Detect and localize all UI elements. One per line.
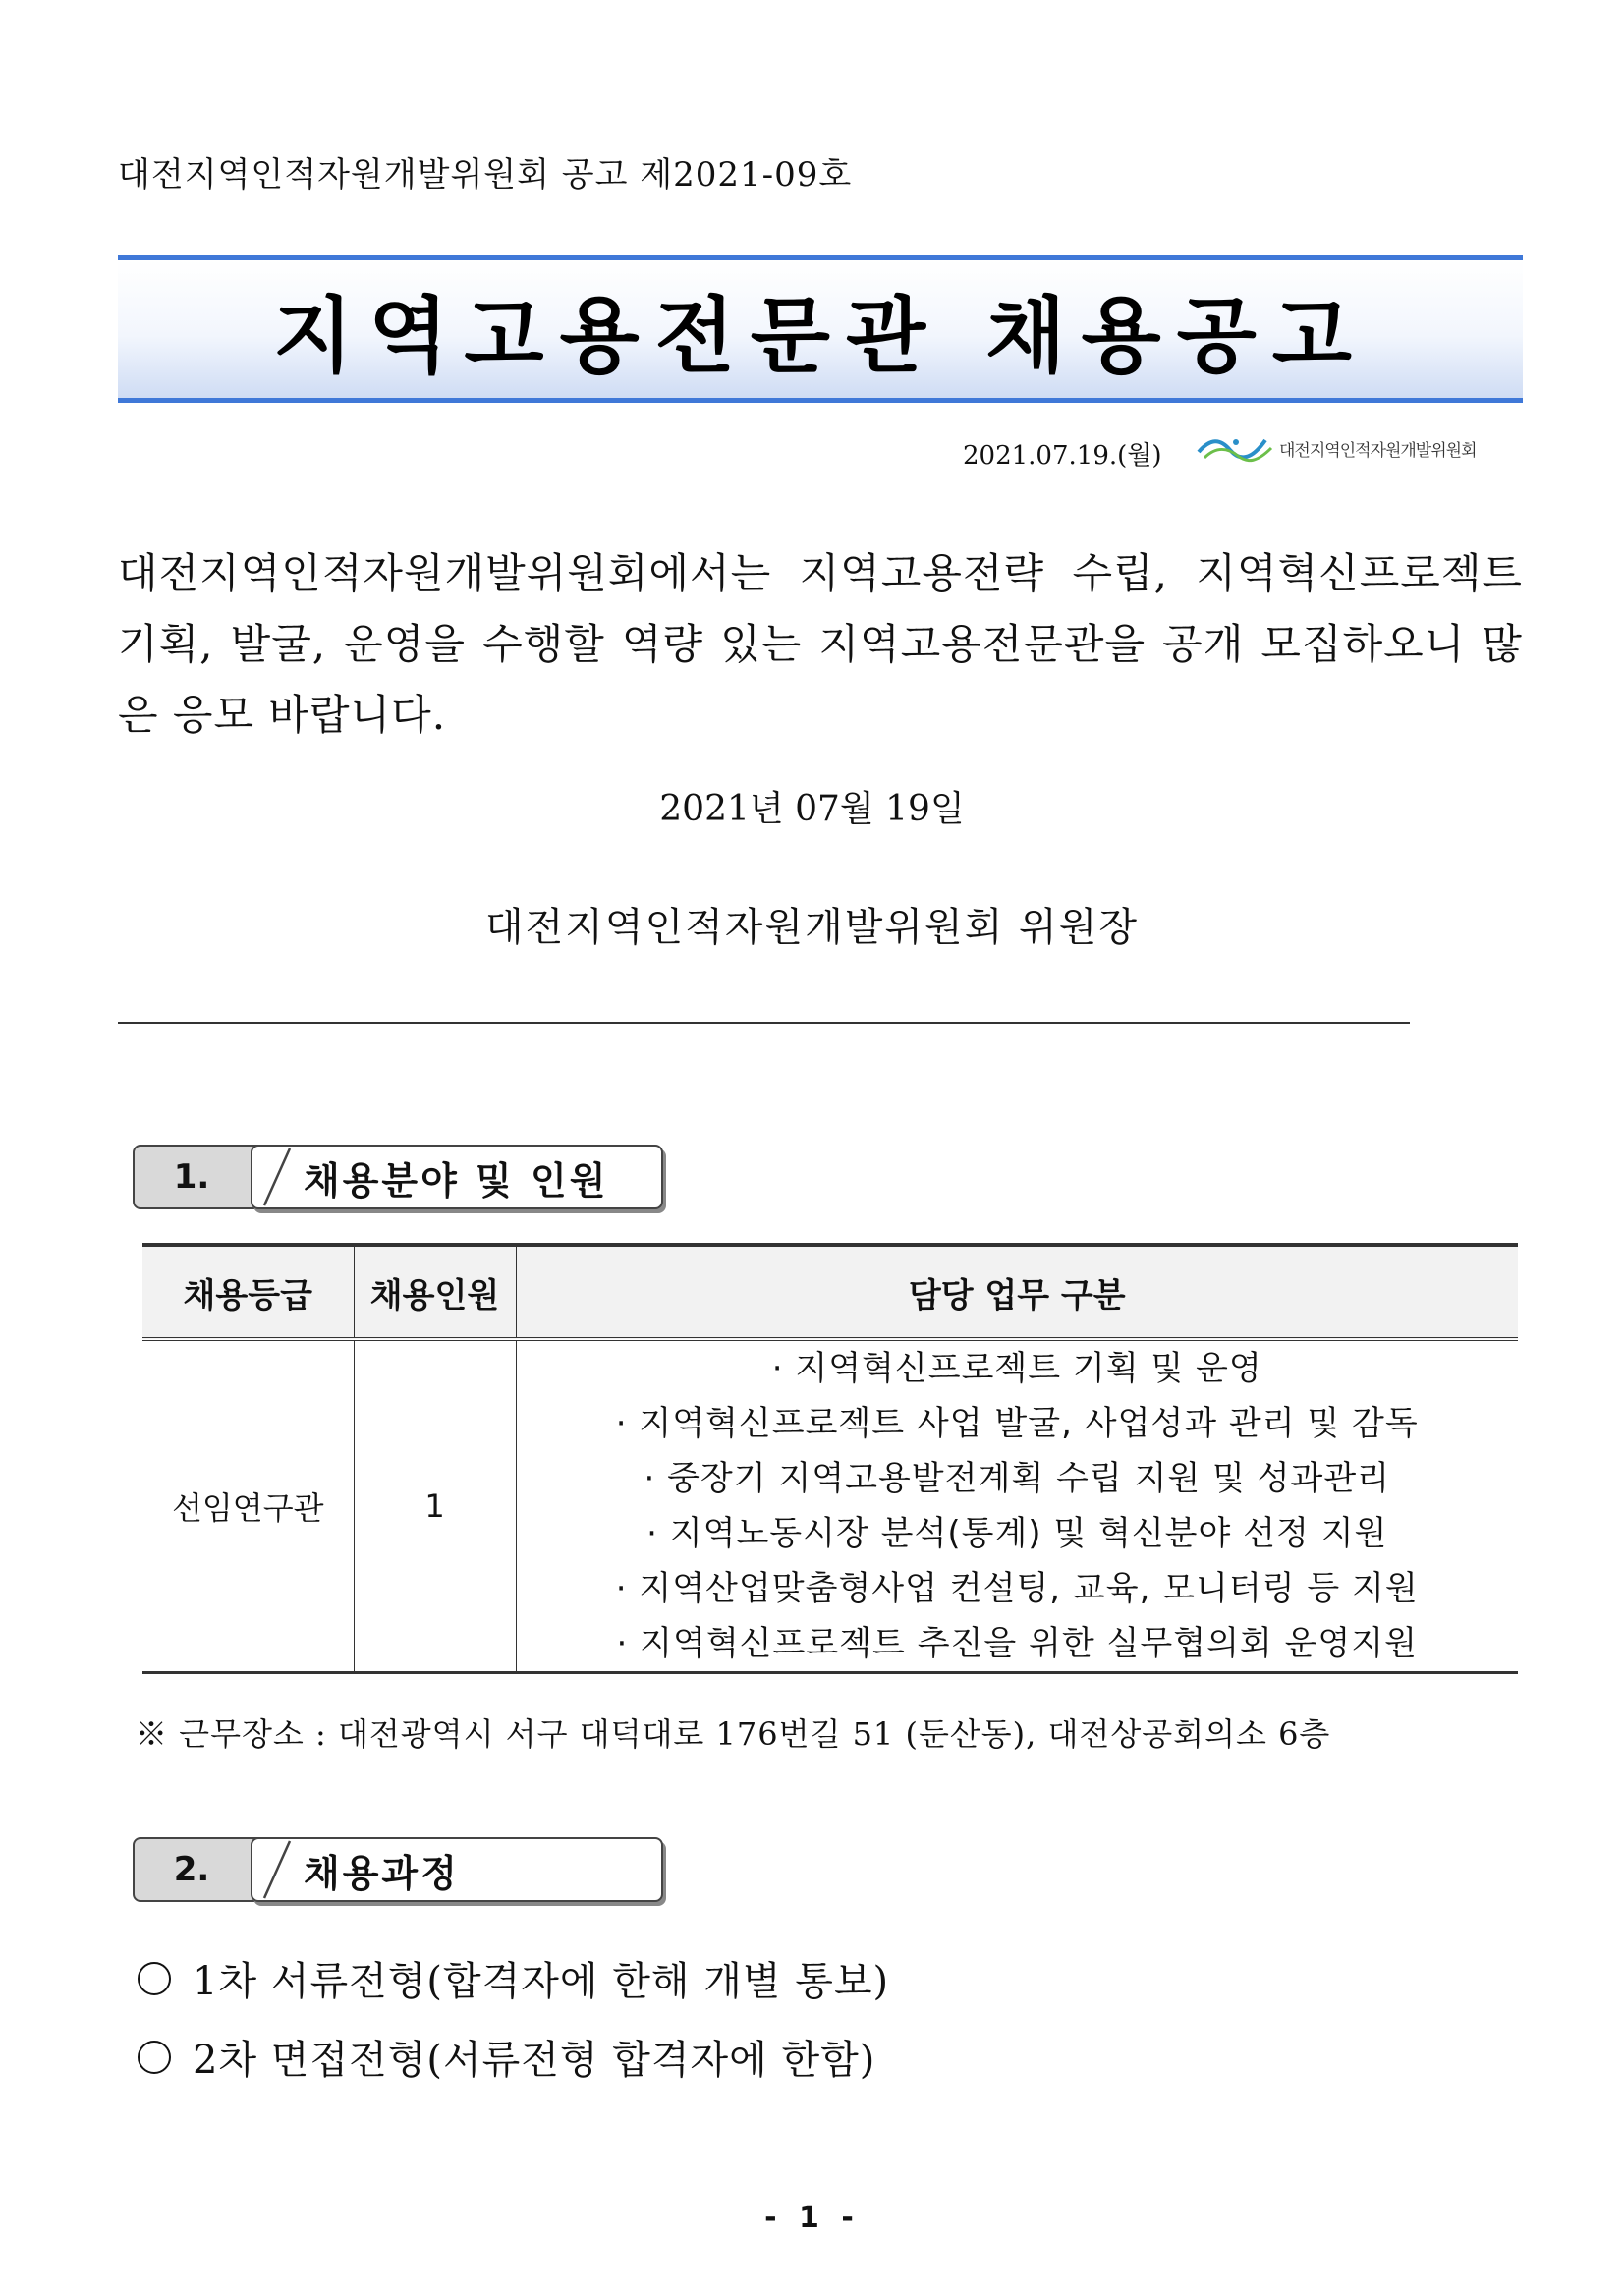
step-text: 1차 서류전형(합격자에 한해 개별 통보) — [193, 1959, 890, 2004]
signer: 대전지역인적자원개발위원회 위원장 — [485, 905, 1139, 950]
organization-logo — [1197, 428, 1531, 468]
table-row — [142, 1339, 1518, 1673]
announcement-date: 2021년 07월 19일 — [659, 789, 965, 829]
slash-divider-icon — [252, 1837, 302, 1902]
workplace-note: ※ 근무장소 : 대전광역시 서구 대덕대로 176번길 51 (둔산동), 대전상공회의소 6층 — [136, 1715, 1331, 1753]
circle-bullet-icon — [138, 2041, 171, 2074]
step-text: 2차 면접전형(서류전형 합격자에 한함) — [193, 2038, 876, 2083]
circle-bullet-icon — [138, 1962, 171, 1995]
cell-duties — [516, 1339, 1518, 1673]
slash-divider-icon — [252, 1145, 302, 1209]
table-header-row — [142, 1245, 1518, 1339]
notice-date: 2021.07.19.(월) — [963, 441, 1162, 471]
section-header-2 — [133, 1837, 663, 1902]
page-title: 지역고용전문관 채용공고 — [273, 287, 1368, 384]
process-step-2 — [138, 2029, 875, 2085]
recruitment-table — [142, 1243, 1518, 1674]
section-header-1 — [133, 1145, 663, 1209]
cell-count: 1 — [354, 1339, 516, 1673]
page-number: - 1 - — [764, 2201, 860, 2235]
process-step-1 — [138, 1950, 889, 2006]
list-item: · 지역혁신프로젝트 사업 발굴, 사업성과 관리 및 감독 — [615, 1404, 1419, 1443]
header-duties: 담당 업무 구분 — [516, 1245, 1518, 1339]
section-title: 채용과정 — [251, 1837, 663, 1902]
intro-paragraph: 대전지역인적자원개발위원회에서는 지역고용전략 수립, 지역혁신프로젝트 기획, 발굴, 운영을 수행할 역량 있는 지역고용전문관을 공개 모집하오니 많은 응모 바랍니다. — [118, 549, 1523, 739]
list-item: · 중장기 지역고용발전계획 수립 지원 및 성과관리 — [644, 1459, 1391, 1498]
list-item: · 지역산업맞춤형사업 컨설팅, 교육, 모니터링 등 지원 — [615, 1569, 1419, 1608]
section-title: 채용분야 및 인원 — [251, 1145, 663, 1209]
header-count: 채용인원 — [354, 1245, 516, 1339]
header-grade: 채용등급 — [142, 1245, 354, 1339]
wave-logo-icon — [1197, 430, 1275, 466]
logo-text: 대전지역인적자원개발위원회 — [1279, 440, 1477, 461]
section-number: 2. — [133, 1837, 280, 1902]
list-item: · 지역노동시장 분석(통계) 및 혁신분야 선정 지원 — [646, 1514, 1388, 1553]
cell-grade: 선임연구관 — [142, 1339, 354, 1673]
duty-list — [517, 1341, 1519, 1671]
divider — [118, 1022, 1410, 1024]
list-item: · 지역혁신프로젝트 추진을 위한 실무협의회 운영지원 — [616, 1624, 1418, 1663]
notice-number: 대전지역인적자원개발위원회 공고 제2021-09호 — [118, 155, 853, 195]
list-item: · 지역혁신프로젝트 기획 및 운영 — [771, 1349, 1262, 1388]
title-banner — [118, 255, 1523, 403]
section-number: 1. — [133, 1145, 280, 1209]
